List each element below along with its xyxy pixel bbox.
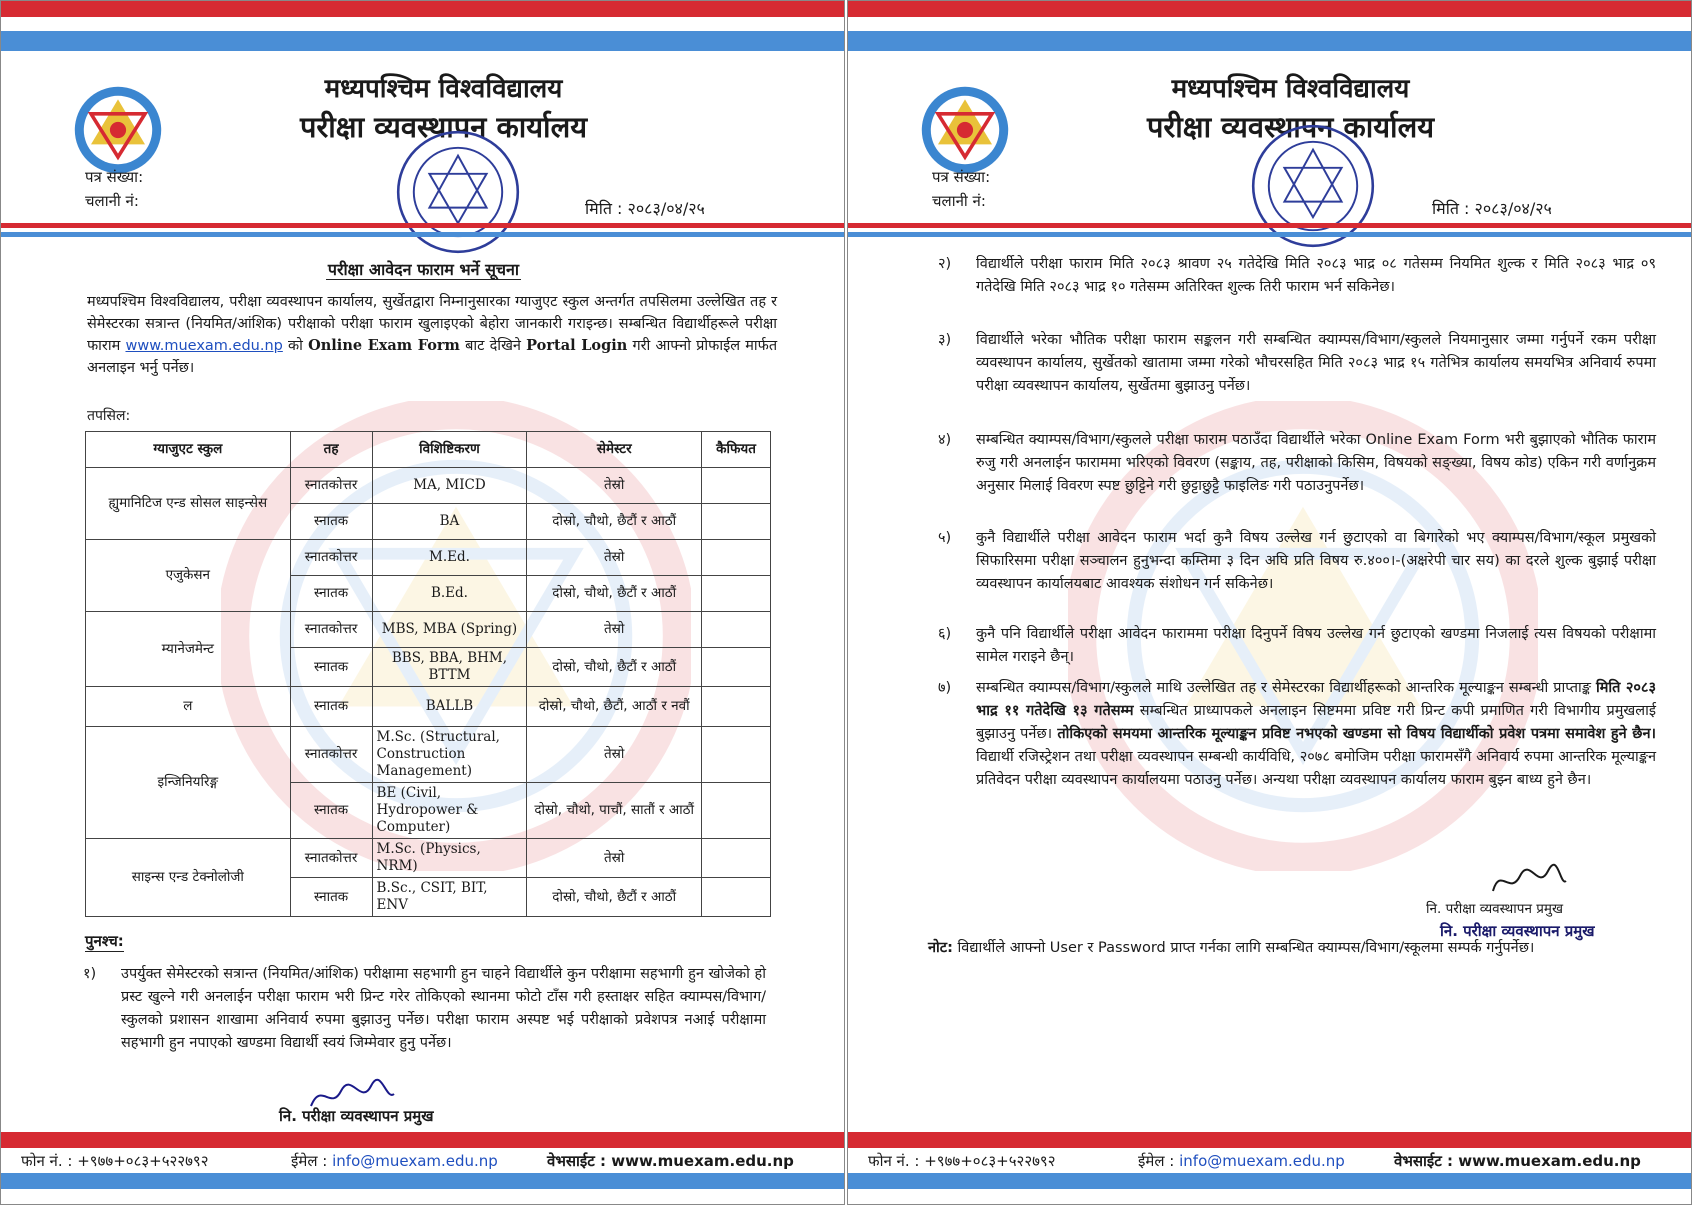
chalani-label: चलानी नं: — [85, 192, 139, 210]
note7-part: विद्यार्थी रजिस्ट्रेशन तथा परीक्षा व्यवस्थापन सम्बन्धी कार्यविधि, २०७८ बमोजिम परीक्षा फारामसँगै अनिवार्य रुपमा आन्तरिक मूल्याङ्कन प्रतिवेदन परीक्षा व्यवस्थापन कार्यालयमा पठाउनु पर्नेछ। अन्यथा परीक्षा व्यवस्थापन कार्यालय फाराम बुझ्न बाध्य हुने छैन। — [976, 749, 1656, 788]
school-cell: एजुकेसन — [86, 540, 291, 612]
footer-phone: फोन नं. : +९७७+०८३+५२२७९२ — [868, 1152, 1056, 1170]
footer-blue-band — [1, 1173, 844, 1189]
school-cell: साइन्स एन्ड टेक्नोलोजी — [86, 839, 291, 917]
semester-cell: तेस्रो — [527, 468, 702, 504]
program-cell: MA, MICD — [372, 468, 527, 504]
note-text: विद्यार्थीले भरेका भौतिक परीक्षा फाराम सङ्कलन गरी सम्बन्धित क्याम्पस/विभाग/स्कुलले नियमानुसार जम्मा गर्नुपर्ने रकम परीक्षा व्यवस्थापन कार्यालय, सुर्खेतको खातामा जम्मा गरेको भौचरसहित मिति २०८३ भाद्र १५ गतेभित्र कार्यालय समयभित्र अनिवार्य रुपमा परीक्षा व्यवस्थापन कार्यालय, सुर्खेतमा बुझाउनु पर्नेछ। — [976, 332, 1656, 394]
level-cell: स्नातक — [290, 648, 372, 687]
footnote-label: नोट: — [928, 940, 953, 956]
semester-cell: दोस्रो, चौथो, छैटौं र आठौं — [527, 576, 702, 612]
remarks-cell — [702, 727, 771, 783]
footnote — [928, 937, 1648, 960]
note-text: सम्बन्धित क्याम्पस/विभाग/स्कुलले परीक्षा फाराम पठाउँदा विद्यार्थीले भरेका Online Exam Form भरी बुझाएको भौतिक फाराम रुजु गरी अनलाईन फाराममा भरिएको विवरण (सङ्काय, तह, परीक्षाको किसिम, विषयको सङ्ख्या, विषय कोड) एकिन गरी वर्णानुक्रम अनुसार मिलाई विवरण स्पष्ट छुट्टिने गरी छुट्टाछुट्टै फाइलिङ गरी पठाउनुपर्नेछ। — [976, 432, 1656, 494]
level-cell: स्नातक — [290, 878, 372, 917]
school-cell: ह्युमानिटिज एन्ड सोसल साइन्सेस — [86, 468, 291, 540]
level-cell: स्नातक — [290, 687, 372, 727]
university-name: मध्यपश्चिम विश्वविद्यालय — [1171, 74, 1410, 104]
chalani-label: चलानी नं: — [932, 192, 986, 210]
notice-page-left — [0, 0, 845, 1205]
note-text: कुनै विद्यार्थीले परीक्षा आवेदन फाराम भर्दा कुनै विषय उल्लेख गर्न छुटाएको वा बिगारेको भए क्याम्पस/विभाग/स्कूल प्रमुखको सिफारिसमा परीक्षा सञ्चालन हुनुभन्दा कम्तिमा ३ दिन अघि प्रति विषय रु.४००।-(अक्षरेपी चार सय) का दरले शुल्क बुझाई परीक्षा व्यवस्थापन कार्यालयबाट आवश्यक संशोधन गर्न सकिनेछ। — [976, 530, 1656, 592]
punashcha-heading: पुनश्च: — [85, 932, 124, 950]
note-number: ७) — [938, 680, 952, 696]
level-cell: स्नातकोत्तर — [290, 839, 372, 878]
col-header-level: तह — [290, 432, 372, 468]
email-link[interactable]: info@muexam.edu.np — [332, 1152, 498, 1170]
semester-cell: दोस्रो, चौथो, छैटौं र आठौं — [527, 878, 702, 917]
note-text: उपर्युक्त सेमेस्टरको सत्रान्त (नियमित/आंशिक) परीक्षामा सहभागी हुन चाहने विद्यार्थीले कुन परीक्षामा सहभागी हुन खोजेको हो प्रस्ट खुल्ने गरी अनलाईन परीक्षा फाराम भरी प्रिन्ट गरेर तोकिएको स्थानमा फोटो टाँस गरी हस्ताक्षर सहित क्याम्पस/विभाग/स्कुलको प्रशासन शाखामा अनिवार्य रुपमा बुझाउनु पर्नेछ। परीक्षा फाराम अस्पष्ट भई परीक्षाको प्रवेशपत्र नआई परीक्षामा सहभागी हुन नपाएको खण्डमा विद्यार्थी स्वयं जिम्मेवार हुनु पर्नेछ। — [121, 966, 766, 1051]
level-cell: स्नातकोत्तर — [290, 468, 372, 504]
program-cell: B.Ed. — [372, 576, 527, 612]
col-header-semester: सेमेस्टर — [527, 432, 702, 468]
exam-schedule-table — [85, 431, 771, 917]
level-cell: स्नातक — [290, 504, 372, 540]
col-header-specialization: विशिष्टिकरण — [372, 432, 527, 468]
top-color-band — [848, 1, 1691, 51]
signatory-title: नि. परीक्षा व्यवस्थापन प्रमुख — [279, 1107, 434, 1125]
intro-text-2: को — [288, 338, 303, 354]
remarks-cell — [702, 687, 771, 727]
signatory-line: नि. परीक्षा व्यवस्थापन प्रमुख — [1426, 901, 1564, 917]
program-cell: BALLB — [372, 687, 527, 727]
footer-website[interactable]: वेभसाईट : www.muexam.edu.np — [1394, 1152, 1641, 1170]
school-cell: ल — [86, 687, 291, 727]
top-color-band — [1, 1, 844, 51]
notice-date: मिति : २०८३/०४/२५ — [585, 199, 705, 218]
remarks-cell — [702, 878, 771, 917]
remarks-cell — [702, 612, 771, 648]
remarks-cell — [702, 504, 771, 540]
note-number: ५) — [938, 530, 952, 546]
note-number: ४) — [938, 432, 952, 448]
online-exam-form-text: Online Exam Form — [308, 337, 460, 354]
note7-warning: तोकिएको समयमा आन्तरिक मूल्याङ्कन प्रविष्ट नभएको खण्डमा सो विषय विद्यार्थीको प्रवेश पत्रमा समावेश हुने छैन। — [1057, 726, 1657, 742]
note-number: ६) — [938, 626, 952, 642]
university-name: मध्यपश्चिम विश्वविद्यालय — [324, 74, 563, 104]
footer-contact — [1, 1151, 845, 1171]
level-cell: स्नातकोत्तर — [290, 540, 372, 576]
note-number: ३) — [938, 332, 952, 348]
intro-text-3: बाट देखिने — [465, 338, 521, 354]
note-text-7 — [976, 677, 1656, 792]
footer-website[interactable]: वेभसाईट : www.muexam.edu.np — [547, 1152, 794, 1170]
program-cell: M.Sc. (Structural, Construction Management) — [372, 727, 527, 783]
program-cell: M.Ed. — [372, 540, 527, 576]
semester-cell: दोस्रो, चौथो, छैटौं र आठौं — [527, 504, 702, 540]
table-header-row — [86, 432, 771, 468]
notice-date: मिति : २०८३/०४/२५ — [1432, 199, 1552, 218]
signatory-title: नि. परीक्षा व्यवस्थापन प्रमुख — [1440, 922, 1595, 940]
header-divider — [1, 223, 844, 243]
footer-phone: फोन नं. : +९७७+०८३+५२२७९२ — [21, 1152, 209, 1170]
program-cell: M.Sc. (Physics, NRM) — [372, 839, 527, 878]
table-row — [86, 687, 771, 727]
notice-title — [1, 258, 845, 280]
footnote-text: विद्यार्थीले आफ्नो User र Password प्राप्त गर्नका लागि सम्बन्धित क्याम्पस/विभाग/स्कूलमा सम्पर्क गर्नुपर्नेछ। — [957, 940, 1535, 956]
note-text: कुनै पनि विद्यार्थीले परीक्षा आवेदन फाराममा परीक्षा दिनुपर्ने विषय उल्लेख गर्न छुटाएको खण्डमा निजलाई त्यस विषयको परीक्षामा सामेल गराइने छैन्। — [976, 626, 1656, 665]
email-link[interactable]: info@muexam.edu.np — [1179, 1152, 1345, 1170]
intro-paragraph — [87, 291, 777, 379]
note-number: १) — [83, 966, 97, 982]
semester-cell: दोस्रो, चौथो, छैटौं, आठौं र नवौं — [527, 687, 702, 727]
tapasil-label: तपसिल: — [87, 408, 131, 424]
school-cell: म्यानेजमेन्ट — [86, 612, 291, 687]
intro-text-4: गरी आफ्नो प्रोफाईल मार्फत अनलाइन भर्नु पर्नेछ। — [87, 338, 778, 376]
footer-contact — [848, 1151, 1692, 1171]
program-cell: BBS, BBA, BHM, BTTM — [372, 648, 527, 687]
level-cell: स्नातकोत्तर — [290, 612, 372, 648]
program-cell: BA — [372, 504, 527, 540]
header-divider — [848, 223, 1691, 243]
level-cell: स्नातकोत्तर — [290, 727, 372, 783]
notice-page-right — [847, 0, 1692, 1205]
remarks-cell — [702, 648, 771, 687]
footer-red-band — [1, 1132, 844, 1148]
footer-email — [1138, 1151, 1345, 1171]
table-row — [86, 727, 771, 783]
note7-part: सम्बन्धित प्राध्यापकले अनलाइन सिष्टममा प्रविष्ट गरी प्रिन्ट कपी प्रमाणित गरी विभागीय प्रमुखलाई बुझाउनु पर्नेछ। — [976, 703, 1656, 742]
footer-red-band — [848, 1132, 1691, 1148]
email-label: ईमेल : — [1138, 1152, 1175, 1170]
remarks-cell — [702, 468, 771, 504]
notice-title-text: परीक्षा आवेदन फाराम भर्ने सूचना — [327, 260, 520, 279]
level-cell: स्नातक — [290, 783, 372, 839]
signature — [1488, 861, 1568, 901]
semester-cell: तेस्रो — [527, 727, 702, 783]
semester-cell: तेस्रो — [527, 540, 702, 576]
table-row — [86, 612, 771, 648]
table-row — [86, 468, 771, 504]
program-cell: MBS, MBA (Spring) — [372, 612, 527, 648]
note-text: विद्यार्थीले परीक्षा फाराम मिति २०८३ श्रावण २५ गतेदेखि मिति २०८३ भाद्र ०८ गतेसम्म नियमित शुल्क र मिति २०८३ भाद्र ०९ गतेदेखि मिति २०८३ भाद्र १० गतेसम्म अतिरिक्त शुल्क तिरी फाराम भर्न सकिनेछ। — [976, 256, 1656, 295]
semester-cell: तेस्रो — [527, 612, 702, 648]
patra-sankhya-label: पत्र संख्या: — [85, 168, 144, 186]
program-cell: BE (Civil, Hydropower & Computer) — [372, 783, 527, 839]
office-name: परीक्षा व्यवस्थापन कार्यालय — [299, 110, 588, 144]
school-cell: इन्जिनियरिङ्ग — [86, 727, 291, 839]
intro-text-1: मध्यपश्चिम विश्वविद्यालय, परीक्षा व्यवस्थापन कार्यालय, सुर्खेतद्वारा निम्नानुसारका ग्याजुएट स्कुल अन्तर्गत तपसिलमा उल्लेखित तह र सेमेस्टरका सत्रान्त (नियमित/आंशिक) परीक्षाको परीक्षा फाराम खुलाइएको बेहोरा जानकारी गराइन्छ। सम्बन्धित विद्यार्थीहरूले परीक्षा फाराम — [87, 294, 777, 354]
program-cell: B.Sc., CSIT, BIT, ENV — [372, 878, 527, 917]
semester-cell: तेस्रो — [527, 839, 702, 878]
office-name: परीक्षा व्यवस्थापन कार्यालय — [1146, 110, 1435, 144]
remarks-cell — [702, 576, 771, 612]
semester-cell: दोस्रो, चौथो, पाचौं, सातौं र आठौं — [527, 783, 702, 839]
footer-blue-band — [848, 1173, 1691, 1189]
col-header-remarks: कैफियत — [702, 432, 771, 468]
email-label: ईमेल : — [291, 1152, 328, 1170]
remarks-cell — [702, 839, 771, 878]
col-header-school: ग्याजुएट स्कुल — [86, 432, 291, 468]
footer-email — [291, 1151, 498, 1171]
portal-login-text: Portal Login — [526, 337, 628, 354]
note-number: २) — [938, 256, 952, 272]
note7-date-range: मिति २०८३ भाद्र ११ गतेदेखि १३ गतेसम्म — [976, 680, 1657, 719]
note7-part: सम्बन्धित क्याम्पस/विभाग/स्कुलले माथि उल्लेखित तह र सेमेस्टरका विद्यार्थीहरूको आन्तरिक मूल्याङ्कन सम्बन्धी प्राप्ताङ्क — [976, 680, 1591, 696]
exam-portal-link[interactable]: www.muexam.edu.np — [125, 338, 283, 354]
remarks-cell — [702, 783, 771, 839]
patra-sankhya-label: पत्र संख्या: — [932, 168, 991, 186]
table-row — [86, 839, 771, 878]
table-row — [86, 540, 771, 576]
level-cell: स्नातक — [290, 576, 372, 612]
semester-cell: दोस्रो, चौथो, छैटौं र आठौं — [527, 648, 702, 687]
remarks-cell — [702, 540, 771, 576]
